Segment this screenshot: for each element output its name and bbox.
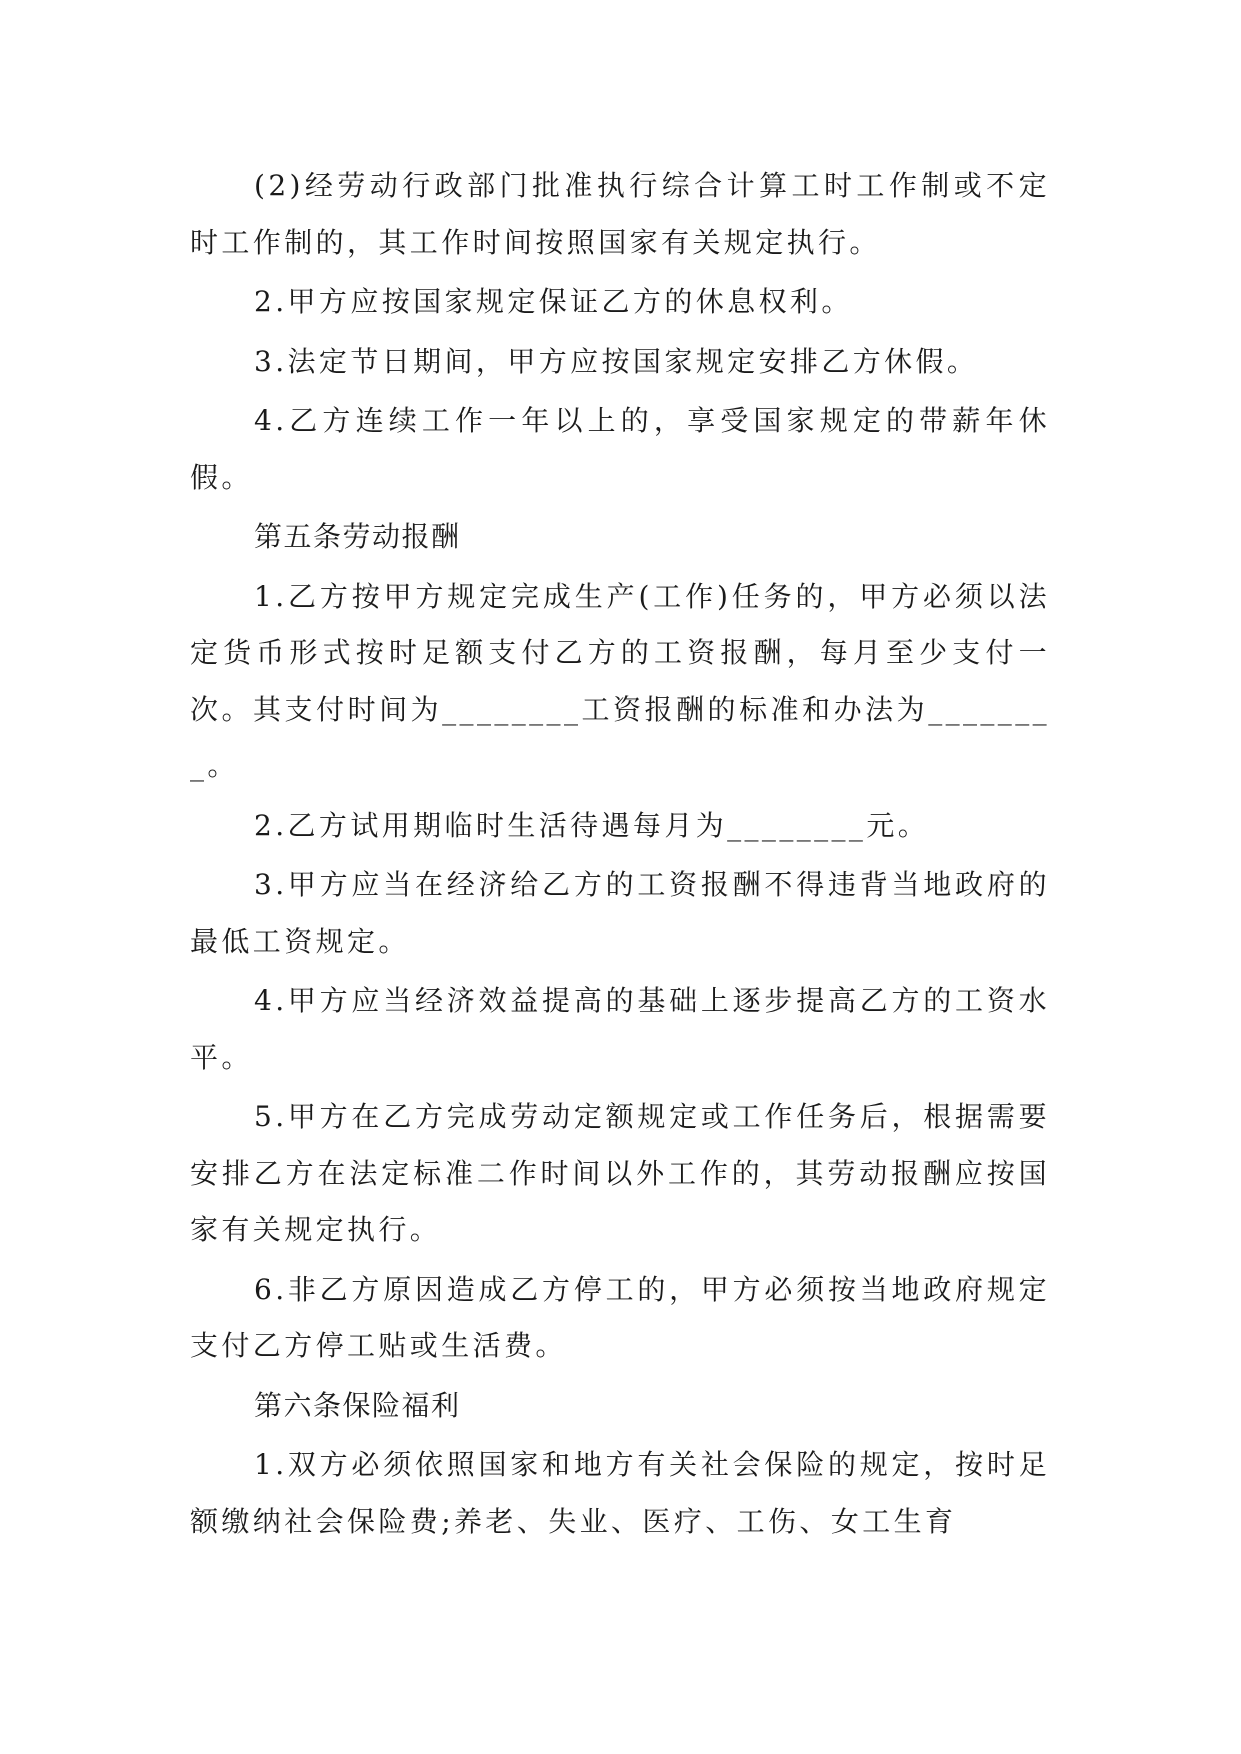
paragraph-overtime-pay: 5.甲方在乙方完成劳动定额规定或工作任务后，根据需要安排乙方在法定标准二作时间以外工作的，其劳动报酬应按国家有关规定执行。 [190,1100,1050,1246]
document-page [190,158,1050,1550]
section-heading-insurance: 第六条保险福利 [254,1388,461,1422]
paragraph-working-hours-system: (2)经劳动行政部门批准执行综合计算工时工作制或不定时工作制的，其工作时间按照国家有关规定执行。 [190,169,1050,259]
paragraph-social-insurance: 1.双方必须依照国家和地方有关社会保险的规定，按时足额缴纳社会保险费;养老、失业、医疗、工伤、女工生育 [190,1448,1050,1538]
paragraph-wage-increase: 4.甲方应当经济效益提高的基础上逐步提高乙方的工资水平。 [190,984,1050,1074]
paragraph-paid-annual-leave: 4.乙方连续工作一年以上的，享受国家规定的带薪年休假。 [190,404,1050,494]
section-heading-remuneration: 第五条劳动报酬 [254,520,461,553]
paragraph-wage-payment: 1.乙方按甲方规定完成生产(工作)任务的，甲方必须以法定货币形式按时足额支付乙方的工资报酬，每月至少支付一次。其支付时间为________工资报酬的标准和办法为________。 [190,579,1050,782]
paragraph-work-stoppage: 6.非乙方原因造成乙方停工的，甲方必须按当地政府规定支付乙方停工贴或生活费。 [190,1272,1050,1362]
paragraph-probation-allowance: 2.乙方试用期临时生活待遇每月为________元。 [254,808,930,842]
paragraph-minimum-wage: 3.甲方应当在经济给乙方的工资报酬不得违背当地政府的最低工资规定。 [190,868,1050,958]
paragraph-statutory-holidays: 3.法定节日期间，甲方应按国家规定安排乙方休假。 [254,344,979,378]
paragraph-rest-rights: 2.甲方应按国家规定保证乙方的休息权利。 [254,285,853,318]
